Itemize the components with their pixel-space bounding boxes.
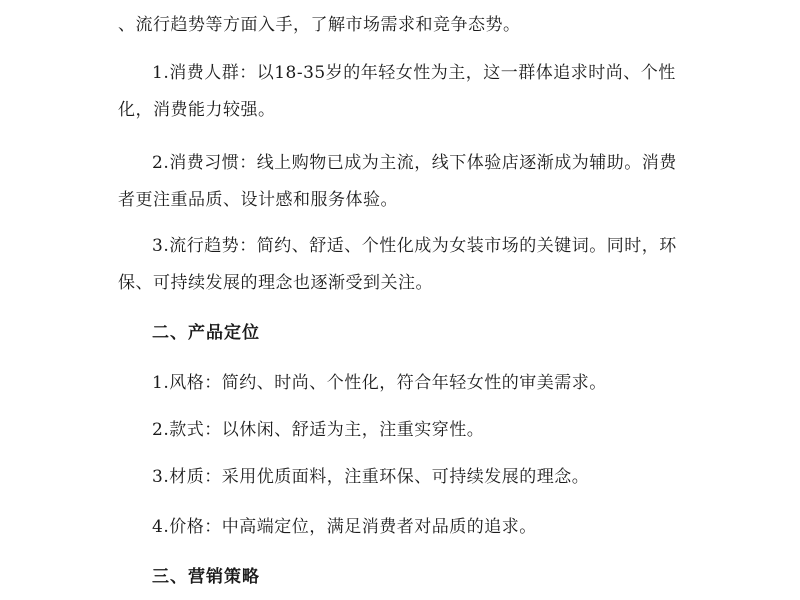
positioning-point-design: 2.款式：以休闲、舒适为主，注重实穿性。 [152, 420, 485, 440]
positioning-point-material: 3.材质：采用优质面料，注重环保、可持续发展的理念。 [152, 467, 590, 487]
market-point-habits: 2.消费习惯：线上购物已成为主流，线下体验店逐渐成为辅助。消费者更注重品质、设计感和服务体验。 [118, 153, 677, 210]
section-heading-marketing-strategy: 三、营销策略 [152, 567, 260, 587]
market-point-trends: 3.流行趋势：简约、舒适、个性化成为女装市场的关键词。同时，环保、可持续发展的理念也逐渐受到关注。 [118, 236, 677, 293]
section-heading-product-positioning: 二、产品定位 [152, 323, 260, 343]
intro-tail-paragraph: 、流行趋势等方面入手，了解市场需求和竞争态势。 [118, 15, 521, 35]
positioning-point-price: 4.价格：中高端定位，满足消费者对品质的追求。 [152, 517, 537, 537]
positioning-point-style: 1.风格：简约、时尚、个性化，符合年轻女性的审美需求。 [152, 373, 607, 393]
market-point-consumers: 1.消费人群：以18-35岁的年轻女性为主，这一群体追求时尚、个性化，消费能力较强。 [118, 63, 676, 120]
